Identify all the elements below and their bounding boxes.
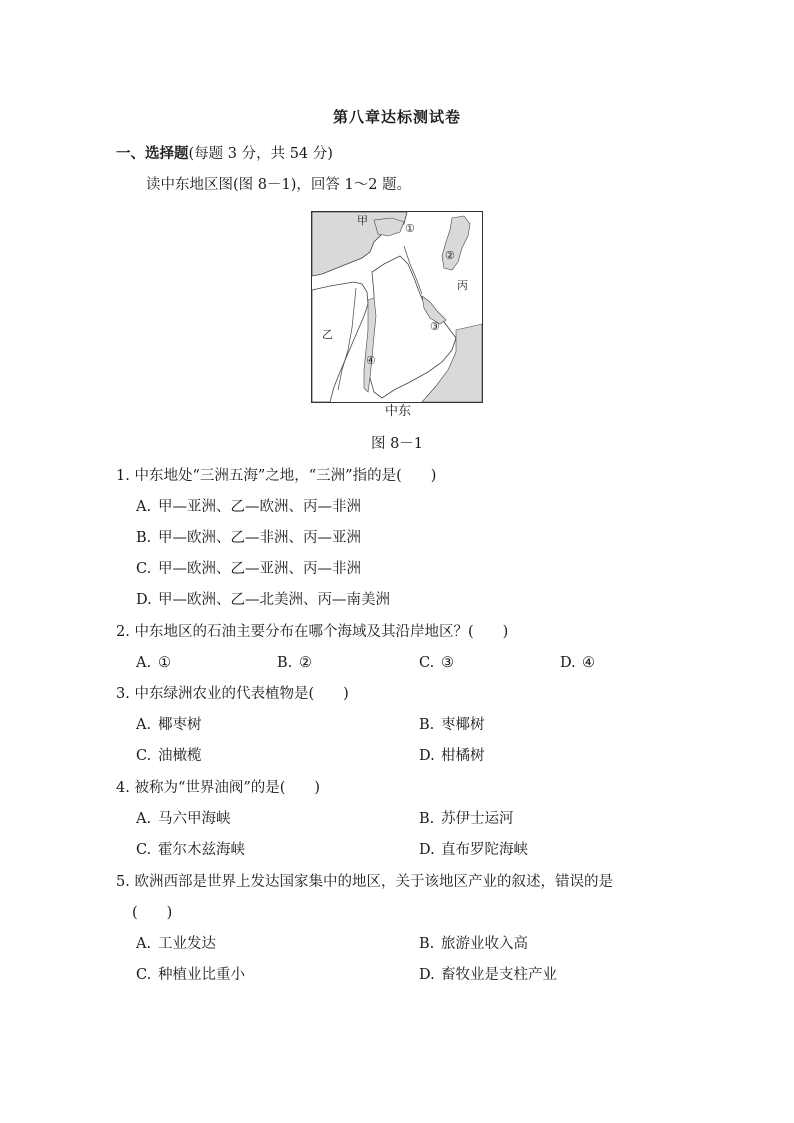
section-score-note: (每题 3 分，共 54 分) xyxy=(188,146,333,162)
question-2-stem: 2. 中东地区的石油主要分布在哪个海域及其沿岸地区？( ) xyxy=(116,624,509,640)
q4-option-b[interactable] xyxy=(419,809,514,829)
middle-east-map xyxy=(311,211,483,403)
map-label-bing: 丙 xyxy=(457,279,468,292)
q2-option-d[interactable] xyxy=(560,653,595,673)
q1-option-a[interactable] xyxy=(136,497,361,517)
option-letter: A. xyxy=(136,811,152,827)
q4-option-a[interactable] xyxy=(136,809,231,829)
q5-option-b[interactable] xyxy=(419,934,528,954)
q2-option-b[interactable] xyxy=(277,653,312,673)
q2-option-a[interactable] xyxy=(136,653,171,673)
option-letter: A. xyxy=(136,655,152,671)
option-letter: B. xyxy=(136,530,152,546)
option-letter: B. xyxy=(277,655,293,671)
option-letter: D. xyxy=(136,592,152,608)
option-text: 甲—欧洲、乙—亚洲、丙—非洲 xyxy=(158,561,361,577)
q4-option-c[interactable] xyxy=(136,840,245,860)
section-heading xyxy=(116,144,333,164)
map-label-yi: 乙 xyxy=(322,328,333,341)
question-1-stem: 1. 中东地处“三洲五海”之地，“三洲”指的是( ) xyxy=(116,468,437,484)
option-text: 直布罗陀海峡 xyxy=(441,842,528,858)
option-text: 枣椰树 xyxy=(441,717,485,733)
option-letter: D. xyxy=(419,967,435,983)
exam-title: 第八章达标测试卷 xyxy=(332,108,461,126)
q5-option-d[interactable] xyxy=(419,965,557,985)
q4-option-d[interactable] xyxy=(419,840,528,860)
q5-option-a[interactable] xyxy=(136,934,216,954)
option-text: 种植业比重小 xyxy=(158,967,245,983)
map-land-africa xyxy=(312,282,368,402)
q1-option-c[interactable] xyxy=(136,559,361,579)
option-text: 畜牧业是支柱产业 xyxy=(441,967,557,983)
option-letter: A. xyxy=(136,936,152,952)
option-text: 甲—欧洲、乙—非洲、丙—亚洲 xyxy=(158,530,361,546)
question-5-answer-bracket: ( ) xyxy=(132,905,173,921)
option-letter: C. xyxy=(136,748,152,764)
map-label-4: ④ xyxy=(366,354,376,367)
map-label-2: ② xyxy=(445,249,455,262)
option-text: 甲—欧洲、乙—北美洲、丙—南美洲 xyxy=(158,592,390,608)
map-label-jia: 甲 xyxy=(357,214,368,227)
option-text: 马六甲海峡 xyxy=(158,811,231,827)
question-4-stem: 4. 被称为“世界油阀”的是( ) xyxy=(116,780,321,796)
option-text: ② xyxy=(299,655,312,671)
q2-option-c[interactable] xyxy=(419,653,454,673)
option-text: 椰枣树 xyxy=(158,717,202,733)
map-label-3: ③ xyxy=(430,320,440,333)
option-letter: D. xyxy=(560,655,576,671)
q3-option-b[interactable] xyxy=(419,715,485,735)
option-text: 柑橘树 xyxy=(441,748,485,764)
q1-option-b[interactable] xyxy=(136,528,361,548)
option-letter: B. xyxy=(419,717,435,733)
q3-option-d[interactable] xyxy=(419,746,485,766)
figure-label: 图 8－1 xyxy=(370,436,424,452)
option-letter: C. xyxy=(136,967,152,983)
option-text: ④ xyxy=(582,655,595,671)
map-caption: 中东 xyxy=(385,404,412,419)
option-letter: C. xyxy=(136,561,152,577)
option-text: 甲—亚洲、乙—欧洲、丙—非洲 xyxy=(158,499,361,515)
option-letter: C. xyxy=(419,655,435,671)
option-text: 工业发达 xyxy=(158,936,216,952)
question-3-stem: 3. 中东绿洲农业的代表植物是( ) xyxy=(116,686,349,702)
q3-option-c[interactable] xyxy=(136,746,202,766)
question-5-stem: 5. 欧洲西部是世界上发达国家集中的地区，关于该地区产业的叙述，错误的是 xyxy=(116,874,613,890)
map-black-sea xyxy=(374,218,404,236)
option-letter: B. xyxy=(419,936,435,952)
question-intro: 读中东地区图(图 8－1)，回答 1～2 题。 xyxy=(146,177,412,193)
map-label-1: ① xyxy=(405,222,415,235)
option-letter: D. xyxy=(419,748,435,764)
option-text: 霍尔木兹海峡 xyxy=(158,842,245,858)
option-text: ① xyxy=(158,655,171,671)
option-text: 苏伊士运河 xyxy=(441,811,514,827)
option-letter: C. xyxy=(136,842,152,858)
q3-option-a[interactable] xyxy=(136,715,202,735)
option-letter: A. xyxy=(136,717,152,733)
option-letter: B. xyxy=(419,811,435,827)
option-letter: A. xyxy=(136,499,152,515)
option-text: 油橄榄 xyxy=(158,748,202,764)
section-heading-label: 一、选择题 xyxy=(116,145,189,162)
option-text: ③ xyxy=(441,655,454,671)
map-graphic xyxy=(312,212,482,402)
q1-option-d[interactable] xyxy=(136,590,390,610)
option-letter: D. xyxy=(419,842,435,858)
option-text: 旅游业收入高 xyxy=(441,936,528,952)
q5-option-c[interactable] xyxy=(136,965,245,985)
